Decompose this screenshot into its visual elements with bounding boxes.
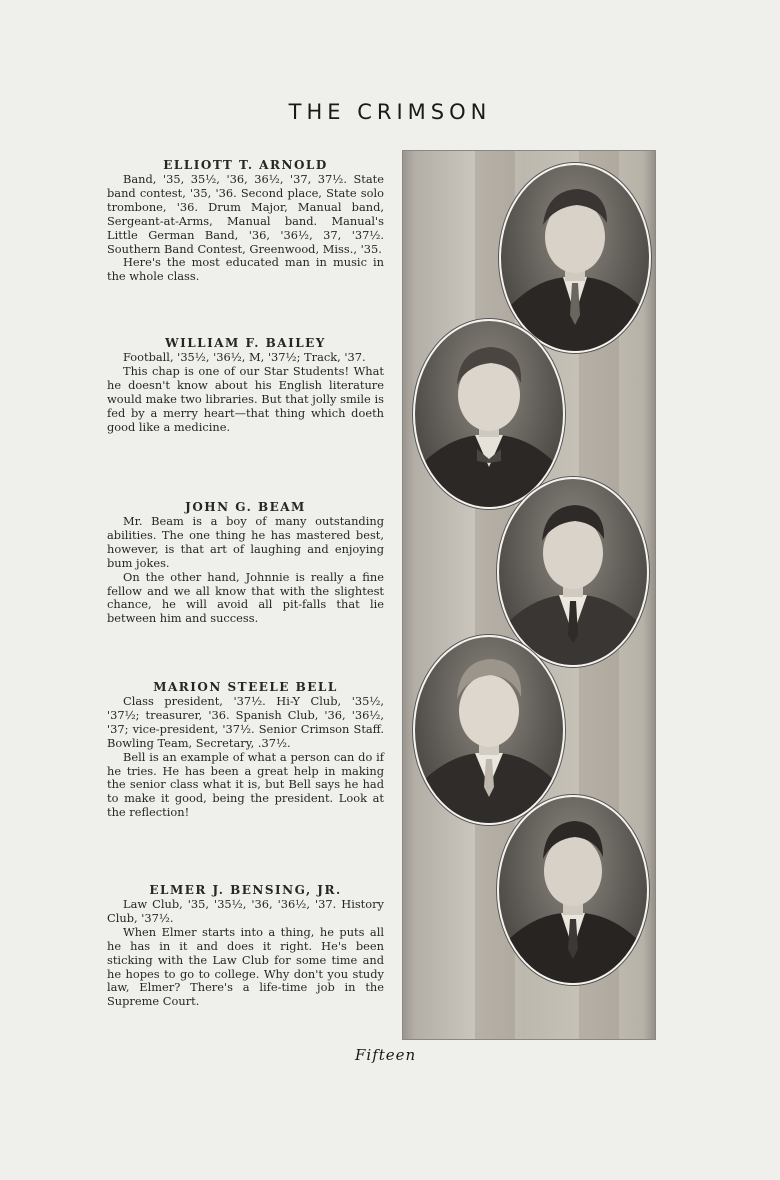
portrait-figure [415,637,563,823]
student-remarks: On the other hand, Johnnie is really a fine fellow and we all know that with the slightest chance, he will avoid all pit-falls that lie between him and success. [107,569,384,626]
student-entry [107,500,384,626]
page-title: THE CRIMSON [288,100,492,124]
portrait-panel [402,150,656,1040]
student-name: WILLIAM F. BAILEY [165,336,326,350]
student-entry [107,158,384,284]
student-activities: Band, '35, 35½, '36, 36½, '37, 37½. State band contest, '35, '36. Second place, State solo trombone, '36. Drum Major, Manual band, Sergeant-at-Arms, Manual band. Manual's Little German Band, '36, '36½, 37, '37½. Southern Band Contest, Greenwood, Miss., '35. [107,172,384,256]
student-remarks: This chap is one of our Star Students! What he doesn't know about his English literature would make two libraries. But that jolly smile is fed by a merry heart—that thing which doeth good like a medicine. [107,363,384,434]
portrait-figure [415,321,563,507]
portrait-figure [499,479,647,665]
portrait-photo [413,635,565,825]
student-remarks: Mr. Beam is a boy of many outstanding abilities. The one thing he has mastered best, however, is that art of laughing and enjoying bum jokes. [107,514,384,570]
student-activities: Law Club, '35, '35½, '36, '36½, '37. History Club, '37½. [107,897,384,925]
portrait-figure [501,165,649,351]
student-name: JOHN G. BEAM [185,500,306,514]
student-activities: Football, '35½, '36½, M, '37½; Track, '37. [123,350,366,364]
student-name: MARION STEELE BELL [153,680,338,694]
student-remarks: When Elmer starts into a thing, he puts all he has in it and does it right. He's been sticking with the Law Club for some time and he hopes to go to college. Why don't you study law, Elmer? There's a life-time job in the Supreme Court. [107,924,384,1009]
student-activities: Class president, '37½. Hi-Y Club, '35½, '37½; treasurer, '36. Spanish Club, '36, '36½, '37; vice-president, '37½. Senior Crimson Staff. Bowling Team, Secretary, .37½. [107,694,384,750]
student-entry [107,883,384,1009]
student-entry [107,336,384,434]
student-entry [107,680,384,820]
portrait-photo [413,319,565,509]
student-name: ELLIOTT T. ARNOLD [163,158,328,172]
student-remarks: Bell is an example of what a person can do if he tries. He has been a great help in making the senior class what it is, but Bell says he had to make it good, being the president. Look at the reflection! [107,749,384,820]
portrait-photo [499,163,651,353]
page-number: Fifteen [355,1046,417,1064]
portrait-figure [499,797,647,983]
portrait-photo [497,477,649,667]
portrait-photo [497,795,649,985]
student-remarks: Here's the most educated man in music in the whole class. [107,255,384,284]
student-name: ELMER J. BENSING, JR. [149,883,342,897]
